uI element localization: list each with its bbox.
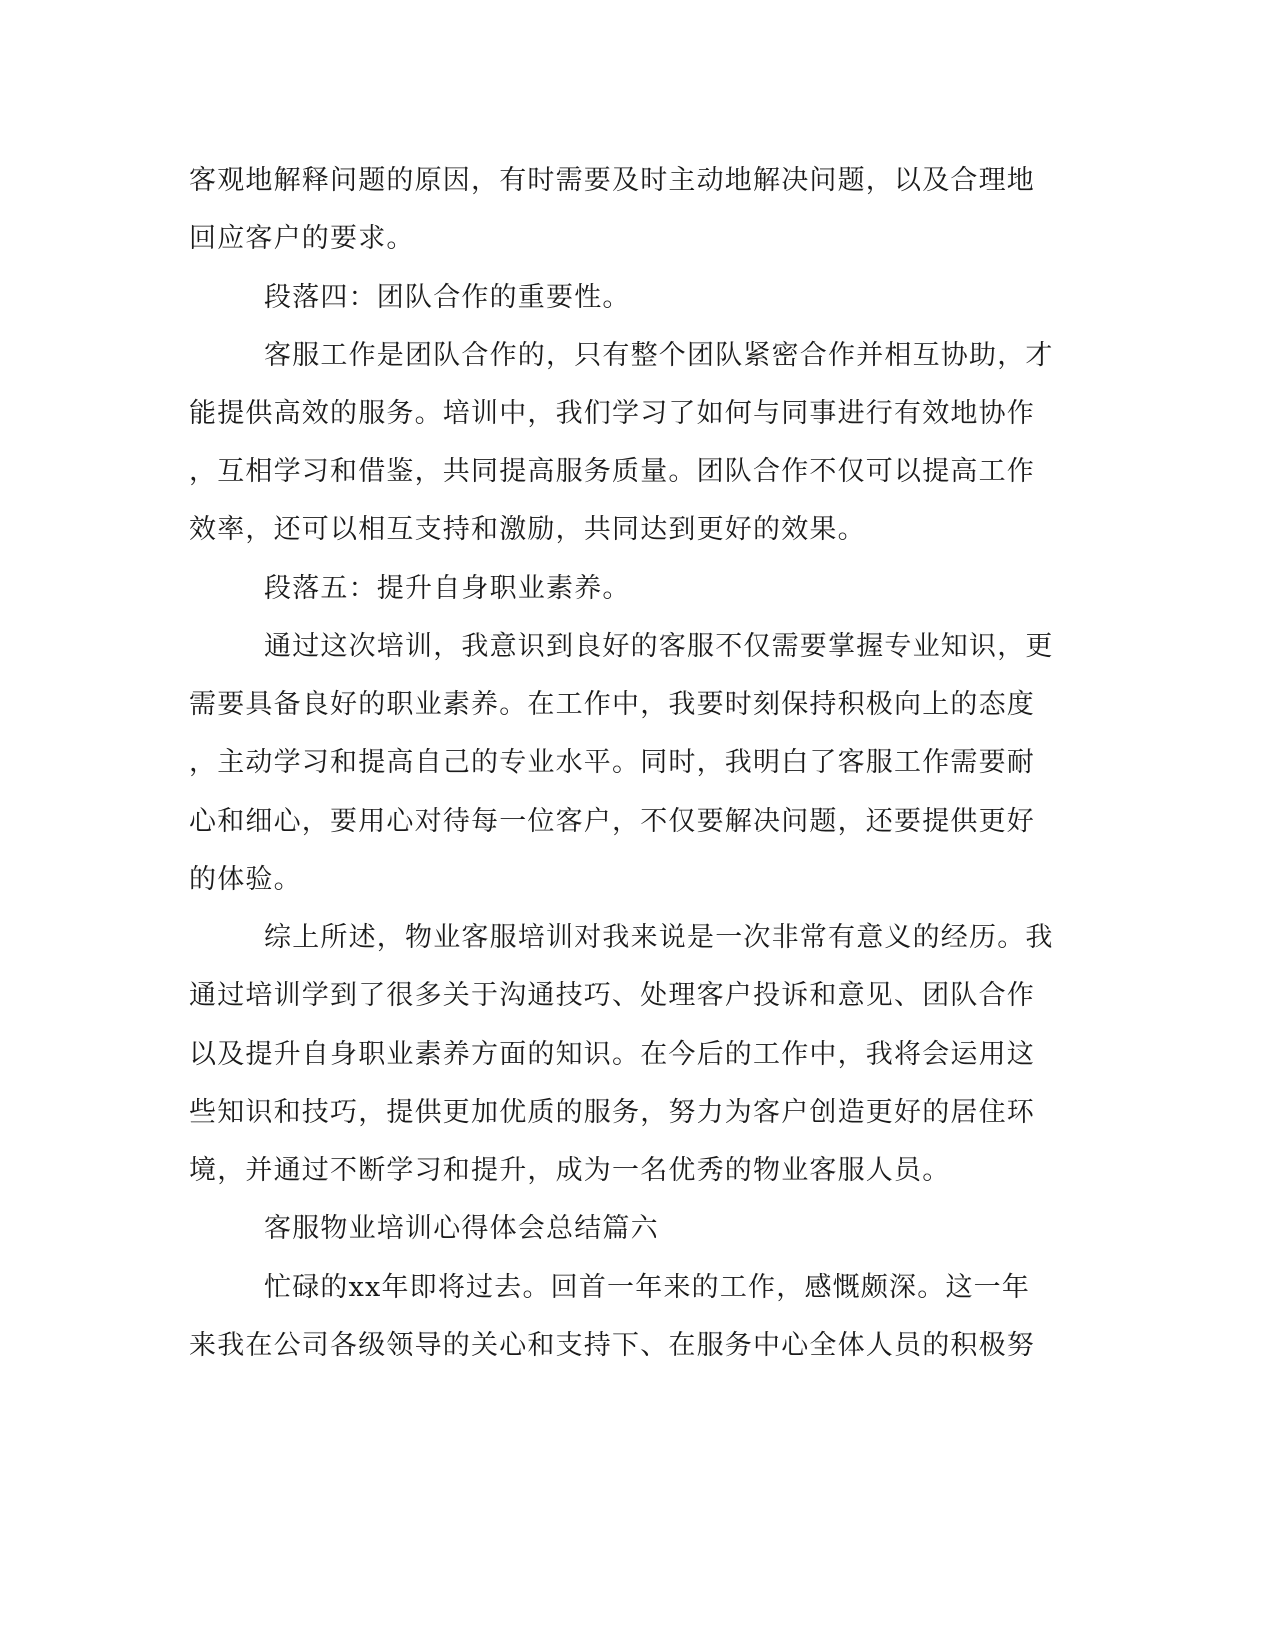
text-line-7: 效率，还可以相互支持和激励，共同达到更好的效果。: [189, 514, 866, 545]
text-line-2: 回应客户的要求。: [189, 223, 415, 254]
text-line-20: 忙碌的xx年即将过去。回首一年来的工作，感慨颇深。这一年: [264, 1272, 1031, 1303]
text-line-17: 些知识和技巧，提供更加优质的服务，努力为客户创造更好的居住环: [189, 1097, 1035, 1128]
text-line-13: 的体验。: [189, 864, 302, 895]
chapter-title-6: 客服物业培训心得体会总结篇六: [264, 1213, 659, 1244]
text-line-15: 通过培训学到了很多关于沟通技巧、处理客户投诉和意见、团队合作: [189, 980, 1035, 1011]
text-line-4: 客服工作是团队合作的，只有整个团队紧密合作并相互协助，才: [264, 340, 1054, 371]
text-line-16: 以及提升自身职业素养方面的知识。在今后的工作中，我将会运用这: [189, 1039, 1035, 1070]
text-line-9: 通过这次培训，我意识到良好的客服不仅需要掌握专业知识，更: [264, 631, 1054, 662]
text-line-21: 来我在公司各级领导的关心和支持下、在服务中心全体人员的积极努: [189, 1330, 1035, 1361]
text-line-5: 能提供高效的服务。培训中，我们学习了如何与同事进行有效地协作: [189, 398, 1035, 429]
text-line-14: 综上所述，物业客服培训对我来说是一次非常有意义的经历。我: [264, 922, 1054, 953]
text-line-11: ，主动学习和提高自己的专业水平。同时，我明白了客服工作需要耐: [189, 747, 1035, 778]
text-line-6: ，互相学习和借鉴，共同提高服务质量。团队合作不仅可以提高工作: [189, 456, 1035, 487]
text-line-12: 心和细心，要用心对待每一位客户，不仅要解决问题，还要提供更好: [189, 806, 1035, 837]
text-line-10: 需要具备良好的职业素养。在工作中，我要时刻保持积极向上的态度: [189, 689, 1035, 720]
text-line-18: 境，并通过不断学习和提升，成为一名优秀的物业客服人员。: [189, 1155, 951, 1186]
section-heading-4: 段落四：团队合作的重要性。: [264, 282, 631, 313]
text-line-1: 客观地解释问题的原因，有时需要及时主动地解决问题，以及合理地: [189, 165, 1035, 196]
section-heading-5: 段落五：提升自身职业素养。: [264, 573, 631, 604]
